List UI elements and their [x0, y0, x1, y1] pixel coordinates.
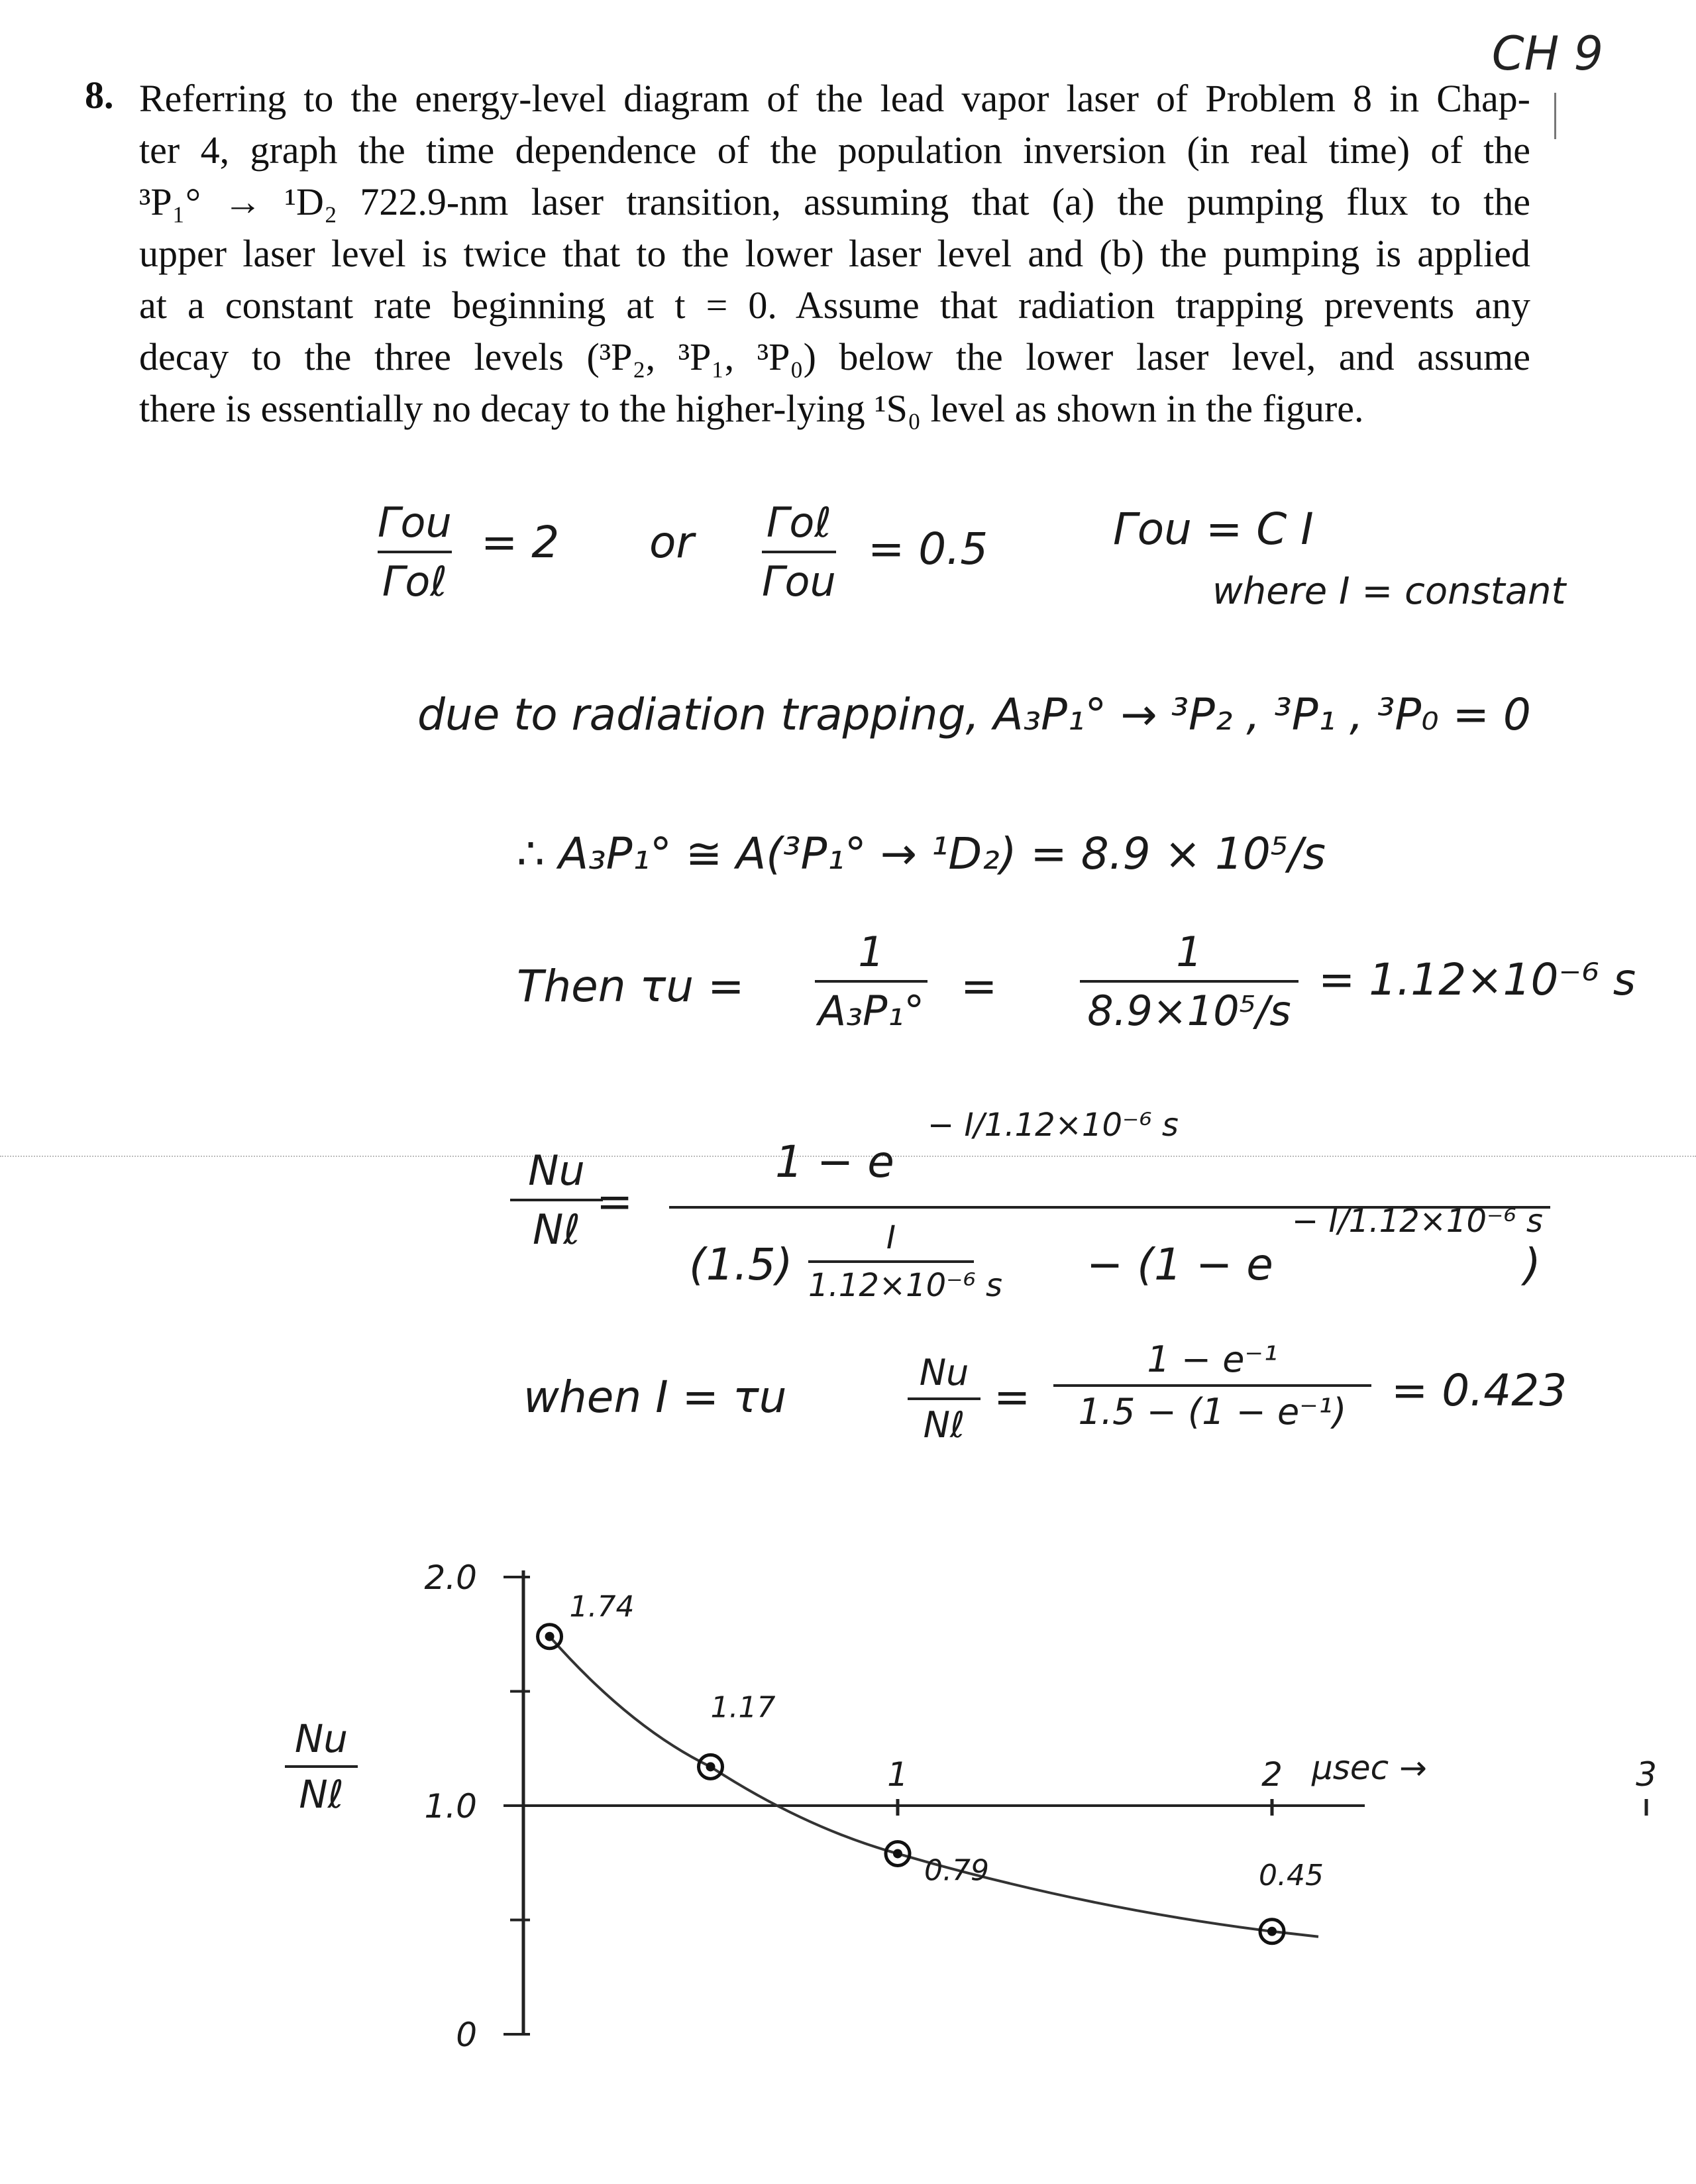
or-word: or: [649, 517, 694, 568]
problem-line-7: there is essentially no decay to the higher-lying ¹S₀ level as shown in the figure.: [139, 387, 1364, 430]
trapping-statement: due to radiation trapping, A₃P₁° → ³P₂ , ³P₁ , ³P₀ = 0: [417, 689, 1531, 740]
data-point-center: [545, 1632, 555, 1641]
time-ratio-denominator: 1.12×10⁻⁶ s: [808, 1267, 1003, 1304]
data-point-center: [893, 1849, 902, 1858]
y-tick-label: 1.0: [424, 1787, 477, 1826]
x-tick-label: 3: [1636, 1755, 1657, 1794]
where-constant-note: where I = constant: [1212, 570, 1566, 613]
when-rhs-numerator: 1 − e⁻¹: [1147, 1338, 1278, 1380]
problem-line-2: ter 4, graph the time dependence of the population inversion (in real time) of the: [139, 129, 1530, 172]
tau-frac1-denominator: A₃P₁°: [818, 987, 925, 1035]
then-tau-label: Then τu =: [517, 961, 745, 1012]
big-numerator-exponent: − I/1.12×10⁻⁶ s: [928, 1107, 1179, 1144]
einstein-a-equivalence: ∴ A₃P₁° ≅ A(³P₁° → ¹D₂) = 8.9 × 10⁵/s: [517, 828, 1326, 879]
data-label: 0.45: [1259, 1858, 1324, 1892]
data-point-center: [706, 1762, 716, 1771]
ratio1-value: = 2: [481, 517, 560, 568]
ratio2-numerator: Γoℓ: [766, 498, 831, 547]
big-denominator-part-a: (1.5): [689, 1239, 793, 1290]
x-tick-label: 1: [887, 1755, 908, 1794]
ratio2-denominator: Γou: [762, 557, 836, 606]
problem-line-3-text: → ¹D₂ 722.9-nm laser transition, assuming that (a) the pumping flux to the: [223, 180, 1531, 223]
when-condition: when I = τu: [523, 1372, 787, 1423]
big-denominator-close: ): [1524, 1239, 1541, 1290]
y-axis-label-ne: Nℓ: [299, 1772, 344, 1817]
data-label: 1.17: [710, 1690, 776, 1725]
tau-frac2-numerator: 1: [1176, 928, 1202, 976]
x-axis-label: μsec →: [1312, 1749, 1427, 1787]
big-numerator: 1 − e: [775, 1136, 894, 1187]
ratio1-numerator: Γou: [378, 498, 452, 547]
inversion-result: = 0.423: [1391, 1365, 1567, 1416]
data-curve: [550, 1637, 1318, 1937]
problem-line-5: at a constant rate beginning at t = 0. Assume that radiation trapping prevents any: [139, 284, 1530, 327]
ne-label: Nℓ: [533, 1205, 580, 1254]
data-label: 0.79: [924, 1853, 989, 1888]
nu-label: Nu: [528, 1146, 585, 1195]
chapter-label: CH 9: [1491, 27, 1603, 81]
equals-sign: =: [596, 1176, 633, 1227]
y-tick-label: 0: [456, 2016, 477, 2054]
time-ratio-numerator: I: [886, 1219, 896, 1256]
gamma-definition: Γou = C I: [1113, 504, 1314, 555]
data-label: 1.74: [569, 1590, 635, 1624]
y-tick-label: 2.0: [424, 1558, 477, 1597]
problem-number: 8.: [85, 74, 114, 117]
problem-line-3-prefix: ³P₁°: [139, 180, 201, 223]
y-axis-label-nu: Nu: [294, 1716, 348, 1761]
problem-line-1: Referring to the energy-level diagram of the lead vapor laser of Problem 8 in Chap-: [139, 77, 1530, 120]
problem-line-4: upper laser level is twice that to the lower laser level and (b) the pumping is applied: [139, 232, 1530, 275]
tau-frac2-denominator: 8.9×10⁵/s: [1087, 987, 1291, 1035]
problem-line-6: decay to the three levels (³P₂, ³P₁, ³P₀) below the lower laser level, and assume: [139, 335, 1530, 378]
fraction-bar: [285, 1765, 358, 1768]
ratio2-value: = 0.5: [868, 523, 988, 574]
y-axis-label: [285, 1716, 358, 1817]
tau-frac1-numerator: 1: [858, 928, 884, 976]
big-denominator-part-b: − (1 − e: [1086, 1239, 1273, 1290]
x-tick-label: 2: [1261, 1755, 1283, 1794]
when-nu-label: Nu: [919, 1352, 969, 1393]
when-ne-label: Nℓ: [923, 1404, 965, 1446]
data-point-center: [1267, 1927, 1277, 1936]
equals-sign: =: [961, 961, 998, 1012]
tau-result: = 1.12×10⁻⁶ s: [1318, 954, 1636, 1005]
equals-sign: =: [994, 1372, 1031, 1423]
when-rhs-denominator: 1.5 − (1 − e⁻¹): [1078, 1391, 1347, 1433]
ratio1-denominator: Γoℓ: [382, 557, 447, 606]
big-denominator-exponent: − I/1.12×10⁻⁶ s: [1292, 1203, 1543, 1240]
